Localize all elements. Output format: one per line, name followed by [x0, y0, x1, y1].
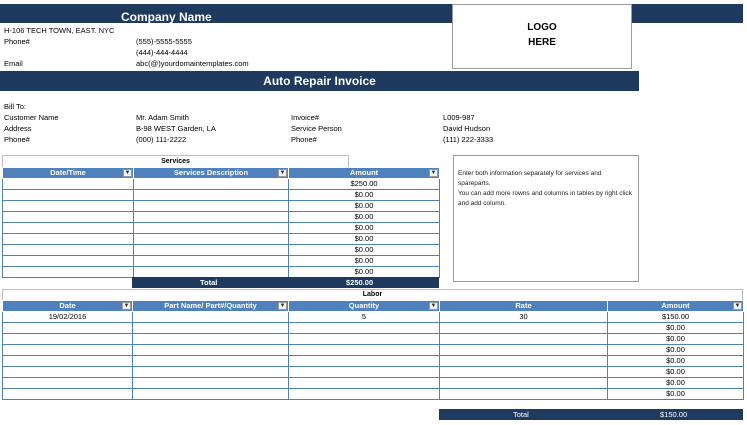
cell[interactable]: [289, 345, 440, 356]
labor-title-box: [2, 289, 743, 300]
filter-dropdown-icon[interactable]: ▼: [279, 303, 286, 309]
service-phone-label: Phone#: [291, 135, 317, 144]
cell[interactable]: [440, 378, 608, 389]
table-row: [3, 234, 440, 245]
amount-cell[interactable]: $0.00: [608, 378, 744, 389]
filter-dropdown-icon[interactable]: ▼: [734, 303, 741, 309]
services-title-box: [2, 155, 349, 167]
cell[interactable]: [440, 334, 608, 345]
table-row: [3, 190, 440, 201]
services-header-amount[interactable]: [289, 168, 440, 179]
table-row: [3, 378, 744, 389]
company-phone-2: (444)-444-4444: [136, 48, 188, 57]
amount-cell[interactable]: $0.00: [608, 323, 744, 334]
labor-total-bar: [439, 409, 743, 420]
cell[interactable]: [3, 323, 133, 334]
amount-cell[interactable]: $0.00: [608, 356, 744, 367]
filter-dropdown-icon[interactable]: ▼: [124, 170, 131, 176]
cell[interactable]: [289, 334, 440, 345]
amount-cell[interactable]: $0.00: [289, 212, 440, 223]
labor-header-amount[interactable]: [608, 301, 744, 312]
cell[interactable]: [289, 378, 440, 389]
table-row: [3, 345, 744, 356]
labor-header-date-label: Date: [59, 301, 76, 310]
amount-cell[interactable]: $0.00: [289, 267, 440, 278]
labor-title: Labor: [362, 291, 383, 298]
table-row: [3, 201, 440, 212]
quantity-cell[interactable]: 5: [289, 312, 440, 323]
table-row: [3, 356, 744, 367]
company-email-label: Email: [4, 59, 23, 68]
company-phone-1: (555)-5555-5555: [136, 37, 192, 46]
cell[interactable]: [134, 256, 289, 267]
table-row: [3, 179, 440, 190]
amount-cell[interactable]: $0.00: [289, 234, 440, 245]
cell[interactable]: [289, 389, 440, 400]
amount-cell[interactable]: $0.00: [608, 389, 744, 400]
amount-cell[interactable]: $0.00: [608, 345, 744, 356]
services-total-value: $250.00: [346, 278, 374, 287]
note-line-2: You can add more rowns and columns in tables by right click and add column.: [458, 190, 632, 207]
logo-text-line2: HERE: [528, 37, 556, 48]
services-header-description-label: Services Description: [173, 168, 249, 177]
amount-cell[interactable]: $0.00: [289, 245, 440, 256]
cell[interactable]: [3, 356, 133, 367]
cell[interactable]: [3, 212, 134, 223]
cell[interactable]: [3, 256, 134, 267]
cell[interactable]: [134, 223, 289, 234]
cell[interactable]: [3, 267, 134, 278]
labor-header-part[interactable]: [133, 301, 289, 312]
cell[interactable]: [3, 334, 133, 345]
table-row: [3, 312, 744, 323]
amount-cell[interactable]: $150.00: [608, 312, 744, 323]
cell[interactable]: [3, 345, 133, 356]
cell[interactable]: [3, 245, 134, 256]
labor-header-amount-label: Amount: [661, 301, 690, 310]
labor-header-quantity-label: Quantity: [348, 301, 380, 310]
cell[interactable]: [134, 212, 289, 223]
cell[interactable]: [3, 179, 134, 190]
labor-header-quantity[interactable]: [289, 301, 440, 312]
service-person-label: Service Person: [291, 124, 342, 133]
cell[interactable]: [133, 389, 289, 400]
customer-address: B-98 WEST Garden, LA: [136, 124, 216, 133]
cell[interactable]: [289, 323, 440, 334]
invoice-title: Auto Repair Invoice: [263, 74, 376, 88]
services-header-description[interactable]: [134, 168, 289, 179]
table-row: [3, 256, 440, 267]
date-cell[interactable]: 19/02/2016: [3, 312, 133, 323]
cell[interactable]: [134, 190, 289, 201]
labor-header-rate-label: Rate: [515, 301, 532, 310]
table-row: [3, 367, 744, 378]
labor-table: [2, 300, 744, 400]
services-title: Services: [161, 158, 190, 165]
cell[interactable]: [134, 245, 289, 256]
customer-phone: (000) 111-2222: [136, 135, 187, 144]
cell[interactable]: [133, 367, 289, 378]
cell[interactable]: [134, 179, 289, 190]
filter-dropdown-icon[interactable]: ▼: [430, 170, 437, 176]
instructions-note: [453, 155, 639, 282]
amount-cell[interactable]: $0.00: [289, 256, 440, 267]
cell[interactable]: [440, 323, 608, 334]
filter-dropdown-icon[interactable]: ▼: [123, 303, 130, 309]
filter-dropdown-icon[interactable]: ▼: [430, 303, 437, 309]
logo-placeholder: [452, 4, 632, 69]
company-phone-label: Phone#: [4, 37, 30, 46]
cell[interactable]: [3, 190, 134, 201]
cell[interactable]: [289, 367, 440, 378]
services-header-date-label: Date/Time: [50, 168, 86, 177]
table-row: [3, 245, 440, 256]
note-line-1: Enter both information separately for services and spareparts.: [458, 170, 602, 187]
table-row: [3, 334, 744, 345]
service-phone: (111) 222-3333: [443, 135, 494, 144]
services-table: [2, 167, 440, 278]
table-row: [3, 389, 744, 400]
table-row: [3, 223, 440, 234]
cell[interactable]: [133, 378, 289, 389]
service-person: David Hudson: [443, 124, 491, 133]
cell[interactable]: [133, 356, 289, 367]
amount-cell[interactable]: $0.00: [289, 190, 440, 201]
labor-total-label: Total: [513, 410, 529, 419]
cell[interactable]: [134, 201, 289, 212]
services-header-date[interactable]: [3, 168, 134, 179]
logo-text-line1: LOGO: [527, 22, 557, 33]
cell[interactable]: [3, 201, 134, 212]
labor-header-date[interactable]: [3, 301, 133, 312]
cell[interactable]: [3, 234, 134, 245]
cell[interactable]: [133, 345, 289, 356]
cell[interactable]: [3, 367, 133, 378]
company-name: Company Name: [121, 10, 212, 24]
invoice-number: L009-987: [443, 113, 475, 122]
part-cell[interactable]: [133, 312, 289, 323]
cell[interactable]: [3, 223, 134, 234]
cell[interactable]: [440, 356, 608, 367]
services-total-label: Total: [200, 278, 218, 287]
invoice-number-label: Invoice#: [291, 113, 319, 122]
services-total-bar: [132, 277, 439, 288]
cell[interactable]: [133, 334, 289, 345]
amount-cell[interactable]: $0.00: [608, 367, 744, 378]
rate-cell[interactable]: 30: [440, 312, 608, 323]
services-header-amount-label: Amount: [349, 168, 379, 177]
customer-name-label: Customer Name: [4, 113, 59, 122]
labor-header-part-label: Part Name/ Part#/Quantity: [164, 301, 257, 310]
cell[interactable]: [440, 367, 608, 378]
company-email: abc(@)yourdomaintemplates.com: [136, 59, 249, 68]
cell[interactable]: [3, 389, 133, 400]
table-row: [3, 323, 744, 334]
table-row: [3, 212, 440, 223]
cell[interactable]: [134, 234, 289, 245]
labor-total-value: $150.00: [660, 410, 688, 419]
cell[interactable]: [440, 389, 608, 400]
labor-header-rate[interactable]: [440, 301, 608, 312]
cell[interactable]: [133, 323, 289, 334]
amount-cell[interactable]: $0.00: [289, 223, 440, 234]
customer-name: Mr. Adam Smith: [136, 113, 189, 122]
cell[interactable]: [289, 356, 440, 367]
amount-cell[interactable]: $0.00: [289, 201, 440, 212]
amount-cell[interactable]: $250.00: [289, 179, 440, 190]
table-row: [3, 267, 440, 278]
filter-dropdown-icon[interactable]: ▼: [279, 170, 286, 176]
address-label: Address: [4, 124, 32, 133]
customer-phone-label: Phone#: [4, 135, 30, 144]
bill-to-heading: Bill To:: [4, 102, 26, 111]
company-address: H-106 TECH TOWN, EAST. NYC: [4, 26, 115, 35]
cell[interactable]: [134, 267, 289, 278]
cell[interactable]: [3, 378, 133, 389]
amount-cell[interactable]: $0.00: [608, 334, 744, 345]
cell[interactable]: [440, 345, 608, 356]
